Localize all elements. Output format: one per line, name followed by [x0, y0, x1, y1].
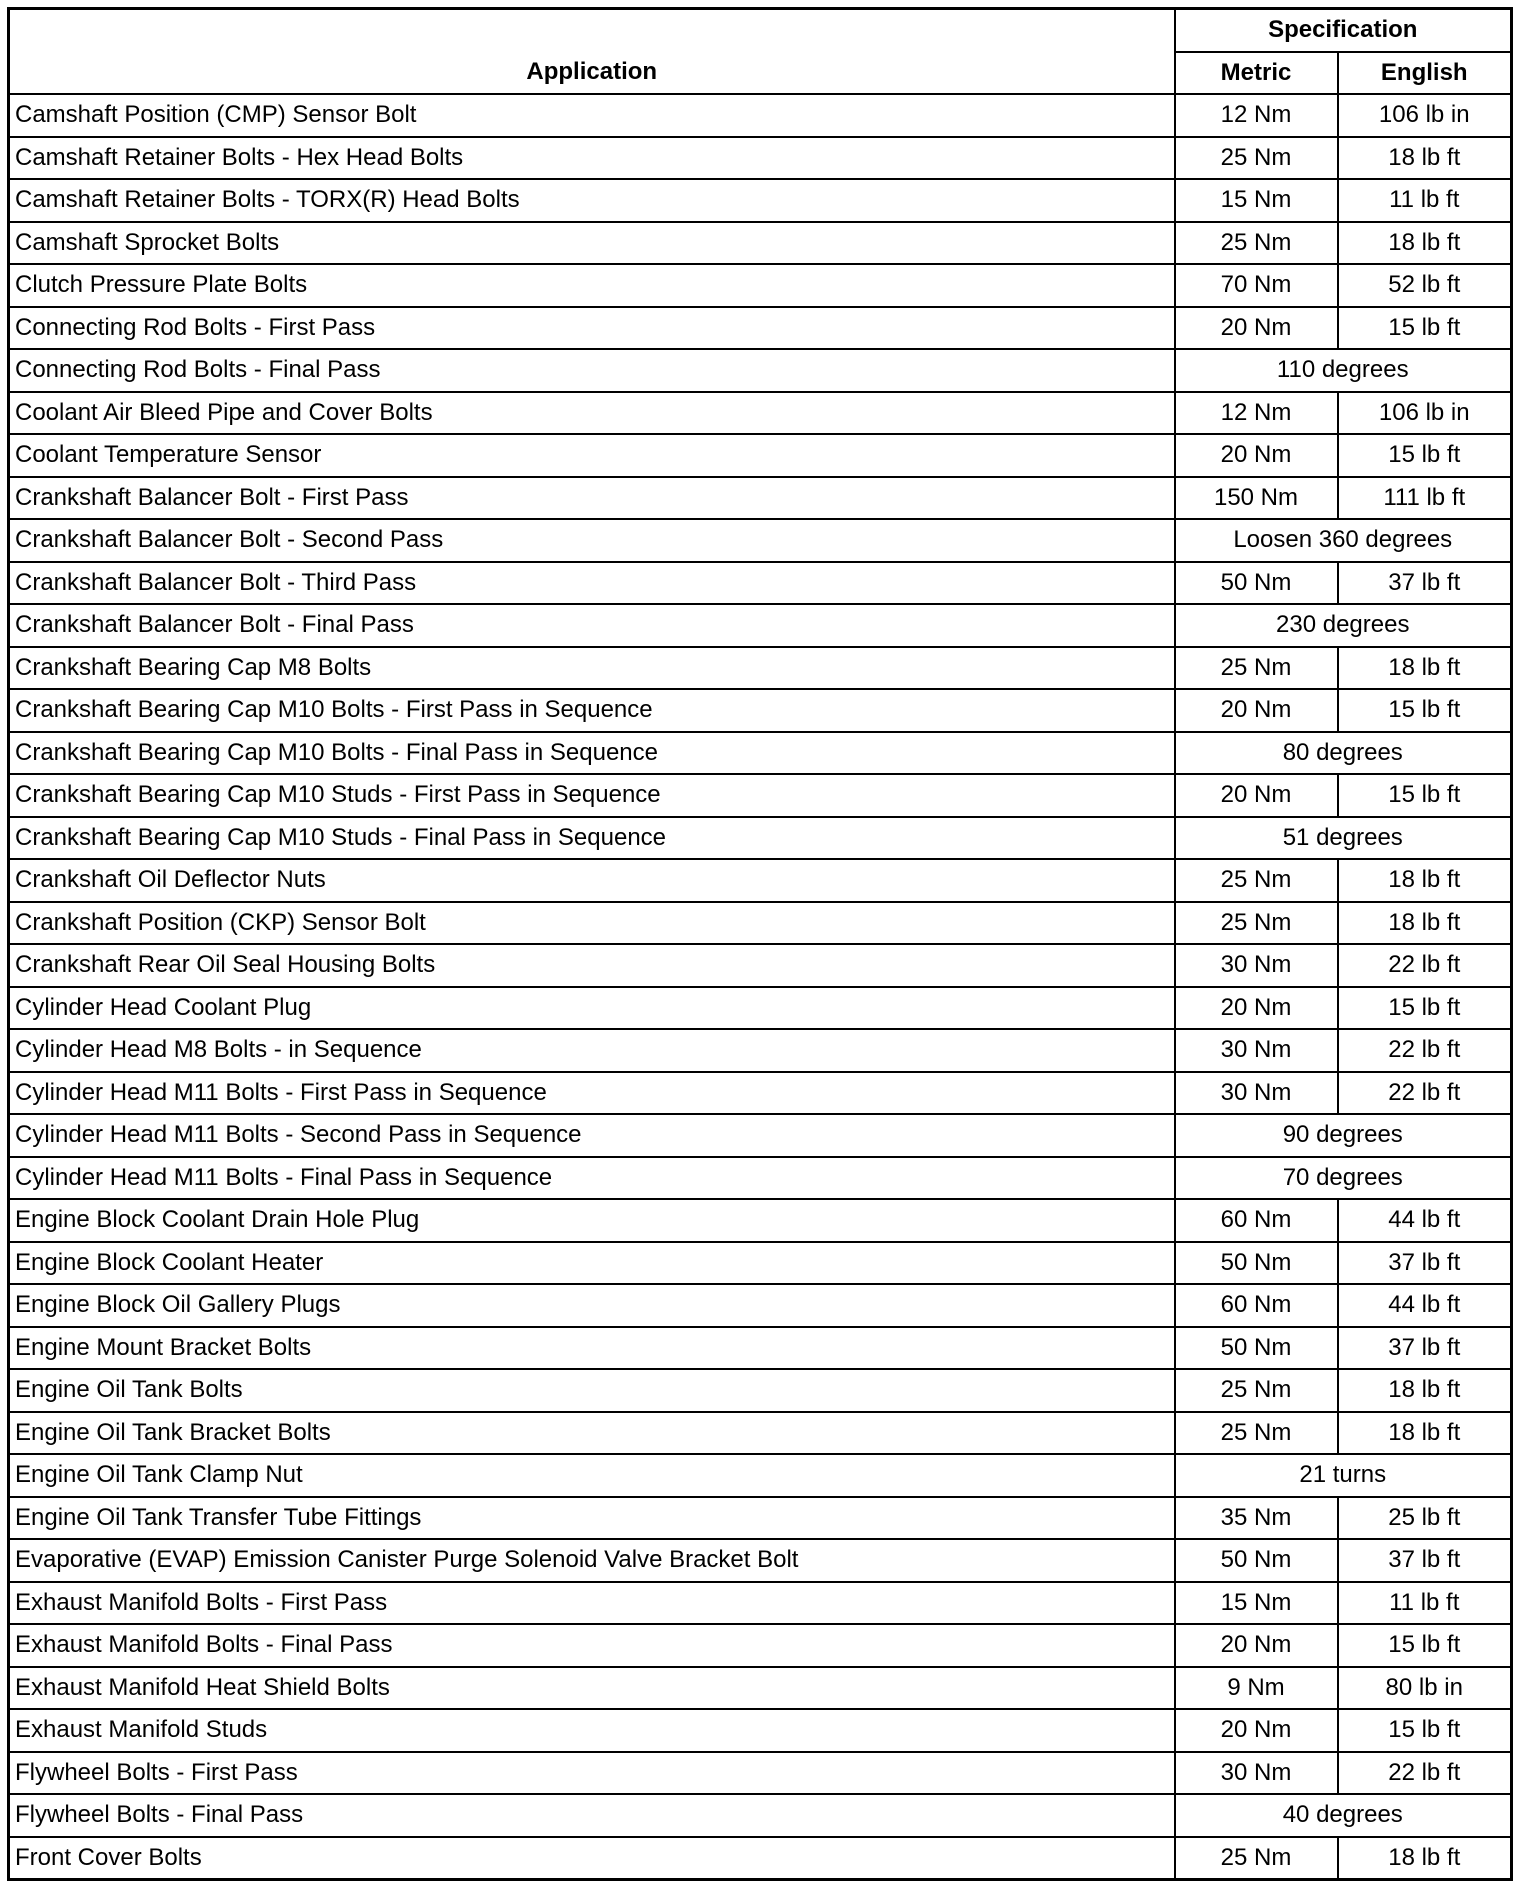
table-row — [9, 1539, 1512, 1582]
table-row — [9, 94, 1512, 137]
table-row — [9, 264, 1512, 307]
specification-cell: 230 degrees — [1175, 604, 1512, 647]
application-cell: Crankshaft Position (CKP) Sensor Bolt — [9, 902, 1175, 945]
english-cell: 22 lb ft — [1338, 1072, 1512, 1115]
metric-cell: 9 Nm — [1175, 1667, 1338, 1710]
metric-cell: 20 Nm — [1175, 307, 1338, 350]
application-cell: Flywheel Bolts - Final Pass — [9, 1794, 1175, 1837]
table-body — [9, 94, 1512, 1880]
english-cell: 15 lb ft — [1338, 987, 1512, 1030]
application-cell: Crankshaft Bearing Cap M8 Bolts — [9, 647, 1175, 690]
english-header: English — [1338, 52, 1512, 95]
metric-cell: 20 Nm — [1175, 774, 1338, 817]
header-row-top — [9, 9, 1512, 52]
english-cell: 106 lb in — [1338, 94, 1512, 137]
english-cell: 11 lb ft — [1338, 179, 1512, 222]
application-cell: Camshaft Retainer Bolts - TORX(R) Head Bolts — [9, 179, 1175, 222]
table-row — [9, 434, 1512, 477]
application-cell: Engine Oil Tank Bolts — [9, 1369, 1175, 1412]
english-cell: 18 lb ft — [1338, 1369, 1512, 1412]
table-row — [9, 307, 1512, 350]
table-row — [9, 987, 1512, 1030]
specification-cell: 21 turns — [1175, 1454, 1512, 1497]
table-row — [9, 477, 1512, 520]
table-header — [9, 9, 1512, 95]
application-cell: Cylinder Head M11 Bolts - First Pass in Sequence — [9, 1072, 1175, 1115]
table-row — [9, 179, 1512, 222]
application-cell: Crankshaft Bearing Cap M10 Studs - First Pass in Sequence — [9, 774, 1175, 817]
specification-cell: 40 degrees — [1175, 1794, 1512, 1837]
metric-cell: 15 Nm — [1175, 179, 1338, 222]
application-cell: Crankshaft Oil Deflector Nuts — [9, 859, 1175, 902]
metric-cell: 20 Nm — [1175, 434, 1338, 477]
metric-cell: 25 Nm — [1175, 647, 1338, 690]
table-row — [9, 647, 1512, 690]
application-cell: Crankshaft Balancer Bolt - Final Pass — [9, 604, 1175, 647]
metric-cell: 50 Nm — [1175, 562, 1338, 605]
table-row — [9, 1157, 1512, 1200]
table-row — [9, 689, 1512, 732]
metric-cell: 25 Nm — [1175, 859, 1338, 902]
metric-cell: 25 Nm — [1175, 222, 1338, 265]
specification-header: Specification — [1175, 9, 1512, 52]
application-cell: Crankshaft Bearing Cap M10 Bolts - First Pass in Sequence — [9, 689, 1175, 732]
metric-cell: 25 Nm — [1175, 1369, 1338, 1412]
english-cell: 111 lb ft — [1338, 477, 1512, 520]
english-cell: 18 lb ft — [1338, 1837, 1512, 1880]
english-cell: 15 lb ft — [1338, 434, 1512, 477]
table-row — [9, 1114, 1512, 1157]
english-cell: 15 lb ft — [1338, 1624, 1512, 1667]
application-header: Application — [9, 9, 1175, 95]
table-row — [9, 1412, 1512, 1455]
metric-cell: 50 Nm — [1175, 1242, 1338, 1285]
metric-cell: 50 Nm — [1175, 1327, 1338, 1370]
english-cell: 52 lb ft — [1338, 264, 1512, 307]
english-cell: 22 lb ft — [1338, 944, 1512, 987]
english-cell: 15 lb ft — [1338, 1709, 1512, 1752]
specification-cell: 70 degrees — [1175, 1157, 1512, 1200]
table-row — [9, 1454, 1512, 1497]
metric-cell: 12 Nm — [1175, 94, 1338, 137]
english-cell: 44 lb ft — [1338, 1199, 1512, 1242]
application-cell: Crankshaft Rear Oil Seal Housing Bolts — [9, 944, 1175, 987]
table-row — [9, 817, 1512, 860]
table-row — [9, 1327, 1512, 1370]
english-cell: 22 lb ft — [1338, 1752, 1512, 1795]
metric-cell: 20 Nm — [1175, 1709, 1338, 1752]
metric-cell: 35 Nm — [1175, 1497, 1338, 1540]
specification-cell: Loosen 360 degrees — [1175, 519, 1512, 562]
specification-cell: 51 degrees — [1175, 817, 1512, 860]
english-cell: 37 lb ft — [1338, 1539, 1512, 1582]
metric-cell: 50 Nm — [1175, 1539, 1338, 1582]
metric-cell: 20 Nm — [1175, 987, 1338, 1030]
metric-cell: 25 Nm — [1175, 137, 1338, 180]
english-cell: 22 lb ft — [1338, 1029, 1512, 1072]
english-cell: 18 lb ft — [1338, 1412, 1512, 1455]
metric-cell: 60 Nm — [1175, 1284, 1338, 1327]
table-row — [9, 137, 1512, 180]
application-cell: Engine Block Coolant Drain Hole Plug — [9, 1199, 1175, 1242]
table-row — [9, 1497, 1512, 1540]
english-cell: 18 lb ft — [1338, 222, 1512, 265]
application-cell: Coolant Air Bleed Pipe and Cover Bolts — [9, 392, 1175, 435]
metric-cell: 20 Nm — [1175, 1624, 1338, 1667]
application-cell: Clutch Pressure Plate Bolts — [9, 264, 1175, 307]
metric-cell: 70 Nm — [1175, 264, 1338, 307]
table-row — [9, 1794, 1512, 1837]
application-cell: Engine Block Coolant Heater — [9, 1242, 1175, 1285]
table-row — [9, 1582, 1512, 1625]
table-row — [9, 1242, 1512, 1285]
metric-cell: 30 Nm — [1175, 1072, 1338, 1115]
specification-cell: 80 degrees — [1175, 732, 1512, 775]
table-row — [9, 902, 1512, 945]
table-row — [9, 1072, 1512, 1115]
english-cell: 80 lb in — [1338, 1667, 1512, 1710]
table-row — [9, 1624, 1512, 1667]
table-row — [9, 1752, 1512, 1795]
application-cell: Crankshaft Balancer Bolt - Third Pass — [9, 562, 1175, 605]
application-cell: Camshaft Retainer Bolts - Hex Head Bolts — [9, 137, 1175, 180]
application-cell: Crankshaft Bearing Cap M10 Bolts - Final Pass in Sequence — [9, 732, 1175, 775]
application-cell: Crankshaft Balancer Bolt - Second Pass — [9, 519, 1175, 562]
metric-cell: 30 Nm — [1175, 1752, 1338, 1795]
application-cell: Cylinder Head M11 Bolts - Final Pass in Sequence — [9, 1157, 1175, 1200]
english-cell: 18 lb ft — [1338, 647, 1512, 690]
english-cell: 106 lb in — [1338, 392, 1512, 435]
table-row — [9, 774, 1512, 817]
application-cell: Engine Oil Tank Clamp Nut — [9, 1454, 1175, 1497]
metric-cell: 20 Nm — [1175, 689, 1338, 732]
metric-cell: 30 Nm — [1175, 1029, 1338, 1072]
application-cell: Crankshaft Balancer Bolt - First Pass — [9, 477, 1175, 520]
application-cell: Cylinder Head M8 Bolts - in Sequence — [9, 1029, 1175, 1072]
application-cell: Cylinder Head Coolant Plug — [9, 987, 1175, 1030]
application-cell: Evaporative (EVAP) Emission Canister Purge Solenoid Valve Bracket Bolt — [9, 1539, 1175, 1582]
table-row — [9, 944, 1512, 987]
english-cell: 11 lb ft — [1338, 1582, 1512, 1625]
table-row — [9, 392, 1512, 435]
application-cell: Connecting Rod Bolts - First Pass — [9, 307, 1175, 350]
application-cell: Camshaft Sprocket Bolts — [9, 222, 1175, 265]
application-cell: Exhaust Manifold Studs — [9, 1709, 1175, 1752]
english-cell: 18 lb ft — [1338, 137, 1512, 180]
metric-cell: 25 Nm — [1175, 1837, 1338, 1880]
table-row — [9, 1199, 1512, 1242]
metric-cell: 150 Nm — [1175, 477, 1338, 520]
metric-cell: 15 Nm — [1175, 1582, 1338, 1625]
metric-cell: 25 Nm — [1175, 1412, 1338, 1455]
torque-spec-table — [7, 7, 1513, 1881]
table-row — [9, 1667, 1512, 1710]
english-cell: 37 lb ft — [1338, 1327, 1512, 1370]
application-cell: Engine Mount Bracket Bolts — [9, 1327, 1175, 1370]
table-row — [9, 1029, 1512, 1072]
application-cell: Coolant Temperature Sensor — [9, 434, 1175, 477]
english-cell: 15 lb ft — [1338, 307, 1512, 350]
specification-cell: 90 degrees — [1175, 1114, 1512, 1157]
english-cell: 18 lb ft — [1338, 859, 1512, 902]
english-cell: 25 lb ft — [1338, 1497, 1512, 1540]
metric-cell: 25 Nm — [1175, 902, 1338, 945]
table-row — [9, 859, 1512, 902]
table-row — [9, 732, 1512, 775]
application-cell: Flywheel Bolts - First Pass — [9, 1752, 1175, 1795]
application-cell: Exhaust Manifold Bolts - Final Pass — [9, 1624, 1175, 1667]
english-cell: 37 lb ft — [1338, 1242, 1512, 1285]
application-cell: Camshaft Position (CMP) Sensor Bolt — [9, 94, 1175, 137]
table-row — [9, 222, 1512, 265]
metric-cell: 60 Nm — [1175, 1199, 1338, 1242]
table-row — [9, 604, 1512, 647]
specification-cell: 110 degrees — [1175, 349, 1512, 392]
table-row — [9, 1369, 1512, 1412]
application-cell: Crankshaft Bearing Cap M10 Studs - Final Pass in Sequence — [9, 817, 1175, 860]
application-cell: Engine Block Oil Gallery Plugs — [9, 1284, 1175, 1327]
application-cell: Engine Oil Tank Bracket Bolts — [9, 1412, 1175, 1455]
table-row — [9, 1837, 1512, 1880]
application-cell: Cylinder Head M11 Bolts - Second Pass in Sequence — [9, 1114, 1175, 1157]
application-cell: Exhaust Manifold Heat Shield Bolts — [9, 1667, 1175, 1710]
english-cell: 37 lb ft — [1338, 562, 1512, 605]
table-row — [9, 349, 1512, 392]
application-cell: Engine Oil Tank Transfer Tube Fittings — [9, 1497, 1175, 1540]
metric-cell: 12 Nm — [1175, 392, 1338, 435]
table-row — [9, 519, 1512, 562]
application-cell: Front Cover Bolts — [9, 1837, 1175, 1880]
table-row — [9, 1709, 1512, 1752]
english-cell: 15 lb ft — [1338, 689, 1512, 732]
metric-cell: 30 Nm — [1175, 944, 1338, 987]
application-cell: Connecting Rod Bolts - Final Pass — [9, 349, 1175, 392]
application-cell: Exhaust Manifold Bolts - First Pass — [9, 1582, 1175, 1625]
english-cell: 44 lb ft — [1338, 1284, 1512, 1327]
table-row — [9, 1284, 1512, 1327]
english-cell: 15 lb ft — [1338, 774, 1512, 817]
english-cell: 18 lb ft — [1338, 902, 1512, 945]
table-row — [9, 562, 1512, 605]
metric-header: Metric — [1175, 52, 1338, 95]
